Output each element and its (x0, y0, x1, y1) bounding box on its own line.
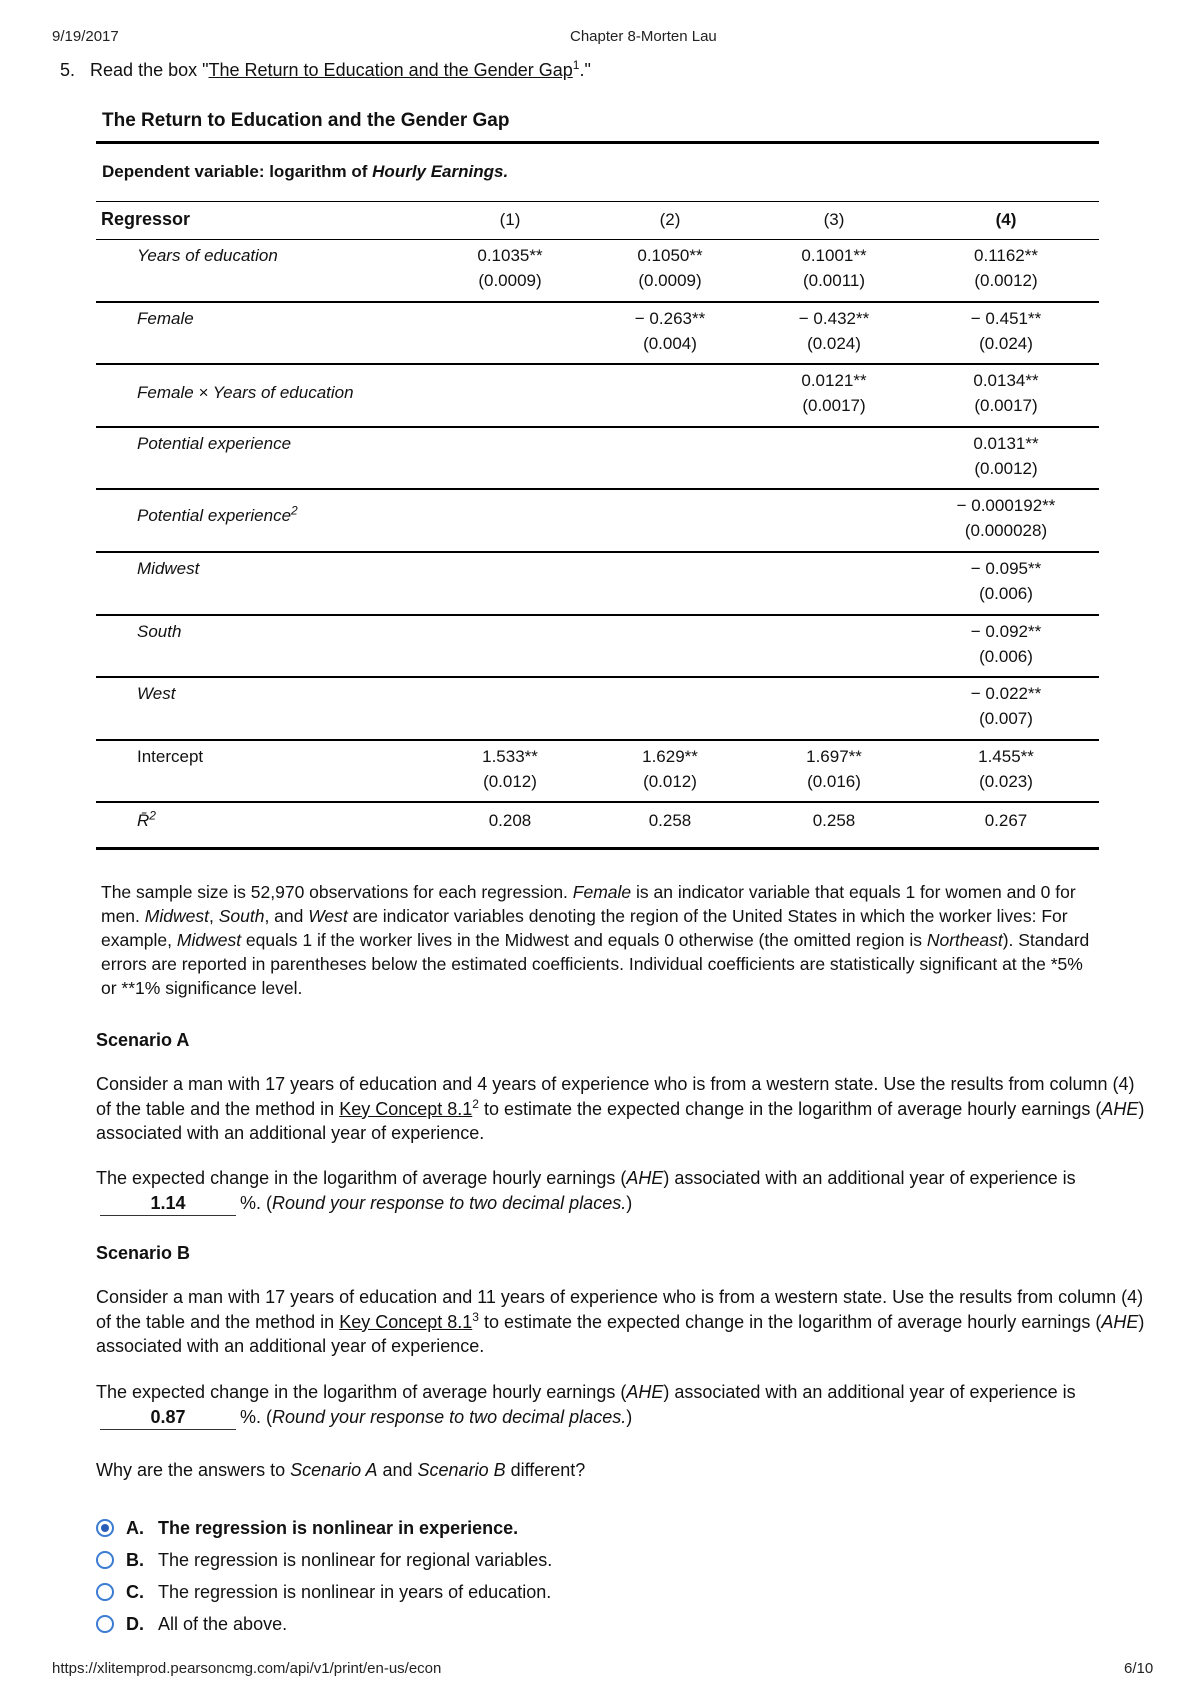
coefficient: − 0.092** (970, 621, 1042, 641)
question-number: 5. (60, 60, 76, 80)
r-squared-value: 0.258 (648, 811, 692, 831)
table-notes: The sample size is 52,970 observations for each regression. Female is an indicator variable that equals 1 for women and 0 for men. Midwest, South, and West are indicator variables denoting the region of the United States in which the worker lives: For example, Midwest equals 1 if the worker lives in the Midwest and equals 0 otherwise (the omitted region is Northeast). Standard errors are reported in parentheses below the estimated coefficients. Individual coefficients are statistically significant at the *5% or **1% significance level. (101, 882, 1090, 998)
dep-var-rule (96, 201, 1099, 202)
column-header-regressor: Regressor (101, 209, 191, 229)
coefficient: 1.455** (978, 746, 1034, 766)
coefficient: 1.629** (642, 746, 698, 766)
radio-icon[interactable] (96, 1615, 114, 1633)
coefficient: − 0.451** (970, 308, 1042, 328)
question-line (60, 60, 591, 81)
r-squared-value: 0.258 (812, 811, 856, 831)
question-suffix: ." (579, 60, 591, 80)
standard-error: (0.0017) (802, 396, 866, 416)
coefficient: − 0.432** (798, 308, 870, 328)
coefficient: 0.0131** (973, 433, 1039, 453)
row-rule (96, 801, 1099, 803)
standard-error: (0.004) (643, 333, 697, 353)
box-title-rule (96, 141, 1099, 144)
row-rule (96, 363, 1099, 365)
scenario-a-title: Scenario A (96, 1030, 190, 1050)
footer-url: https://xlitemprod.pearsoncmg.com/api/v1/print/en-us/econ (52, 1660, 442, 1677)
row-label: West (137, 684, 176, 704)
standard-error: (0.0012) (974, 271, 1038, 290)
box-title: The Return to Education and the Gender Gap (102, 110, 510, 131)
page-number: 6/10 (1124, 1660, 1154, 1677)
document-title: Chapter 8-Morten Lau (570, 28, 717, 45)
standard-error: (0.0012) (974, 458, 1038, 478)
row-label: South (137, 621, 182, 641)
column-header-4: (4) (995, 210, 1017, 229)
radio-icon[interactable] (96, 1583, 114, 1601)
r-squared-label: R̄$^2$ (137, 808, 156, 831)
coefficient: 0.1162** (974, 246, 1038, 265)
scenario-a-question: The expected change in the logarithm of average hourly earnings (AHE) associated with an additional year of experience is 1.14 %. (Round your response to two decimal places.) (96, 1166, 1146, 1216)
coefficient: − 0.095** (970, 559, 1042, 578)
header-rule (96, 239, 1099, 240)
column-header-1: (1) (499, 210, 521, 229)
row-rule (96, 301, 1099, 303)
dependent-variable: Dependent variable: logarithm of Hourly Earnings. (102, 162, 509, 181)
standard-error: (0.0009) (638, 271, 702, 290)
why-question: Why are the answers to Scenario A and Scenario B different? (96, 1460, 586, 1480)
standard-error: (0.024) (807, 333, 861, 353)
standard-error: (0.023) (979, 771, 1033, 791)
row-rule (96, 488, 1099, 490)
coefficient: − 0.263** (634, 308, 706, 328)
row-label: Potential experience (137, 433, 292, 453)
row-label: Potential experience$^2$ (137, 503, 298, 526)
row-rule (96, 551, 1099, 553)
coefficient: 0.1035** (477, 246, 543, 265)
scenario-a-answer-field[interactable]: 1.14 (100, 1191, 236, 1217)
scenario-a-prompt: Consider a man with 17 years of education and 4 years of experience who is from a western state. Use the results from column (4) of the table and the method in Key Concept $8.1^2$ to estimate the expected change in the logarithm of average hourly earnings (AHE) associated with an additional year of experience. (96, 1074, 1145, 1143)
row-rule (96, 676, 1099, 678)
box-link[interactable]: The Return to Education and the Gender Gap (208, 60, 573, 80)
standard-error: (0.016) (807, 771, 861, 791)
row-rule (96, 426, 1099, 428)
standard-error: (0.012) (483, 771, 537, 791)
coefficient: 1.697** (806, 746, 862, 766)
row-label: Intercept (137, 746, 204, 766)
key-concept-link-a[interactable]: Key Concept 8.1 (339, 1098, 473, 1119)
coefficient: 0.1001** (801, 246, 867, 265)
standard-error: (0.012) (643, 771, 697, 791)
scenario-b-title: Scenario B (96, 1243, 191, 1263)
coefficient: 0.0121** (801, 371, 867, 391)
standard-error: (0.000028) (964, 521, 1048, 541)
standard-error: (0.0017) (974, 396, 1038, 416)
option-d[interactable]: D. All of the above. (96, 1611, 287, 1637)
row-label: Female (137, 308, 194, 328)
standard-error: (0.006) (979, 584, 1033, 603)
column-header-3: (3) (823, 210, 845, 229)
scenario-b-answer-field[interactable]: 0.87 (100, 1405, 236, 1431)
standard-error: (0.024) (979, 333, 1033, 353)
column-header-2: (2) (659, 210, 681, 229)
row-rule (96, 739, 1099, 741)
option-a[interactable]: A. The regression is nonlinear in experience. (96, 1515, 518, 1541)
radio-icon[interactable] (96, 1551, 114, 1569)
r-squared-value: 0.208 (488, 811, 532, 831)
standard-error: (0.007) (979, 709, 1033, 729)
coefficient: 0.1050** (637, 246, 703, 265)
coefficient: 1.533** (482, 746, 538, 766)
radio-selected-icon[interactable] (96, 1519, 114, 1537)
option-b[interactable]: B. The regression is nonlinear for regional variables. (96, 1547, 552, 1573)
coefficient: 0.0134** (973, 371, 1039, 391)
row-label: Midwest (137, 559, 200, 578)
standard-error: (0.0011) (802, 271, 866, 290)
scenario-b-question: The expected change in the logarithm of average hourly earnings (AHE) associated with an additional year of experience is 0.87 %. (Round your response to two decimal places.) (96, 1380, 1146, 1430)
table-bottom-rule (96, 847, 1099, 850)
box-link-footnote: 1 (572, 58, 580, 72)
row-rule (96, 614, 1099, 616)
r-squared-value: 0.267 (984, 811, 1028, 831)
coefficient: − 0.000192** (956, 496, 1056, 516)
standard-error: (0.006) (979, 646, 1033, 666)
print-date: 9/19/2017 (52, 28, 119, 45)
row-label: Female × Years of education (137, 383, 354, 403)
key-concept-link-b[interactable]: Key Concept 8.1 (339, 1311, 473, 1332)
question-prefix: Read the box " (90, 60, 209, 80)
standard-error: (0.0009) (478, 271, 542, 290)
coefficient: − 0.022** (970, 684, 1042, 704)
option-c[interactable]: C. The regression is nonlinear in years of education. (96, 1579, 551, 1605)
row-label: Years of education (137, 246, 278, 265)
scenario-b-prompt: Consider a man with 17 years of education and 11 years of experience who is from a western state. Use the results from column (4) of the table and the method in Key Concept $8.1^3$ to estimate the expected change in the logarithm of average hourly earnings (AHE) associated with an additional year of experience. (96, 1287, 1145, 1356)
